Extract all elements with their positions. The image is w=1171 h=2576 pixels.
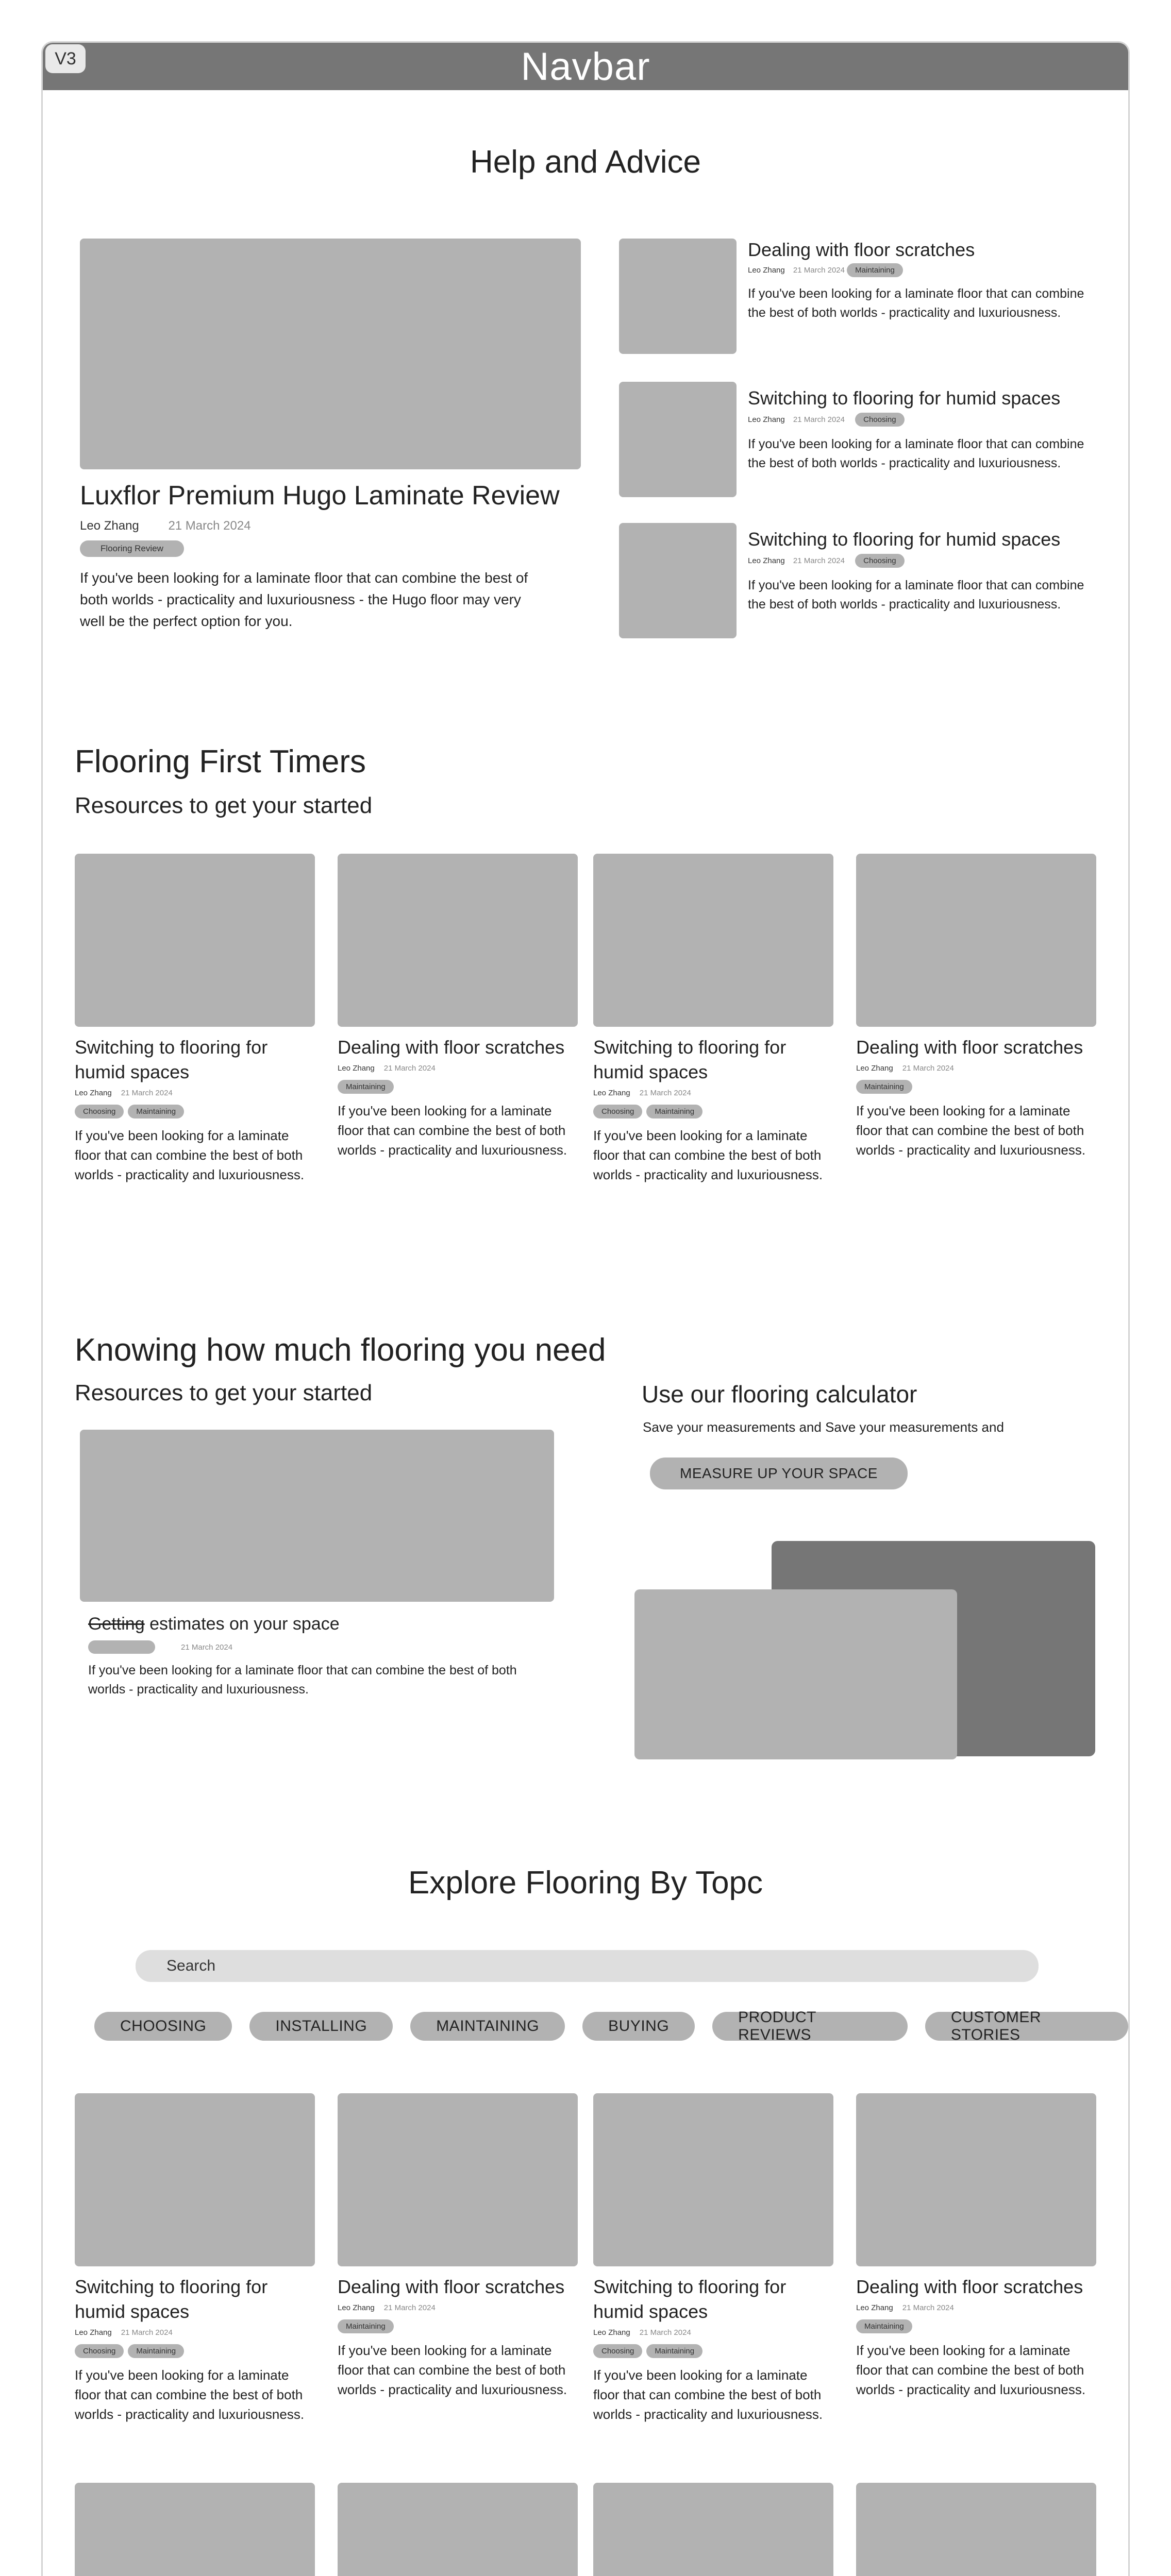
article-card[interactable] [75,2483,315,2576]
side-article-meta [748,263,1093,277]
estimate-article[interactable] [80,1430,554,1699]
card-tag[interactable]: Maintaining [338,2319,394,2333]
card-image[interactable] [75,2093,315,2266]
card-tag[interactable]: Maintaining [646,1105,702,1118]
card-meta [338,1064,578,1073]
side-article-image[interactable] [619,239,737,354]
search-input[interactable] [136,1950,1039,1982]
card-image[interactable] [856,2483,1096,2576]
card-date: 21 March 2024 [121,2328,173,2337]
card-image[interactable] [856,2093,1096,2266]
card-tag[interactable]: Choosing [593,2344,642,2358]
knowing-subheading: Resources to get your started [75,1380,373,1405]
card-image[interactable] [338,2483,578,2576]
help-heading: Help and Advice [470,144,701,180]
filter-choosing[interactable]: CHOOSING [94,2012,232,2041]
featured-date: 21 March 2024 [168,519,251,533]
side-article-title[interactable]: Dealing with floor scratches [748,239,975,260]
knowing-heading: Knowing how much flooring you need [75,1332,606,1368]
article-card[interactable] [593,2483,833,2576]
filter-customer-stories[interactable]: CUSTOMER STORIES [925,2012,1128,2041]
featured-author: Leo Zhang [80,519,139,533]
article-card[interactable] [856,854,1096,1160]
card-text: If you've been looking for a laminate floor that can combine the best of both worlds - practicality and luxuriousness. [75,1128,305,1182]
side-article-title[interactable]: Switching to flooring for humid spaces [748,529,1061,550]
card-tag[interactable]: Choosing [75,1105,124,1118]
featured-text: If you've been looking for a laminate floor that can combine the best of both worlds - practicality and luxuriousness - the Hugo floor may very well be the perfect option for you. [80,570,528,629]
filter-maintaining[interactable]: MAINTAINING [410,2012,565,2041]
card-image[interactable] [75,854,315,1027]
card-tag[interactable]: Maintaining [338,1080,394,1094]
card-tags [593,1105,833,1118]
estimate-title-struck: Getting [88,1614,145,1634]
side-article-date: 21 March 2024 [793,266,845,275]
card-tag[interactable]: Maintaining [128,2344,184,2358]
card-title[interactable]: Switching to flooring for humid spaces [75,1037,268,1082]
card-title[interactable]: Switching to flooring for humid spaces [75,2276,268,2322]
estimate-tag[interactable] [88,1640,155,1654]
version-badge: V3 [45,44,86,73]
card-meta [856,2303,1096,2312]
side-article-tag[interactable]: Choosing [855,413,904,427]
side-article-meta [748,413,1093,427]
filter-buying[interactable]: BUYING [582,2012,695,2041]
card-title[interactable]: Dealing with floor scratches [856,1037,1083,1058]
card-tags [593,2344,833,2358]
measure-button[interactable]: MEASURE UP YOUR SPACE [650,1458,908,1489]
card-tag[interactable]: Choosing [75,2344,124,2358]
card-title[interactable]: Dealing with floor scratches [338,1037,565,1058]
card-text: If you've been looking for a laminate floor that can combine the best of both worlds - practicality and luxuriousness. [338,1103,567,1158]
card-text: If you've been looking for a laminate floor that can combine the best of both worlds - practicality and luxuriousness. [856,2343,1086,2397]
card-meta [75,1089,315,1097]
article-card[interactable] [593,2093,833,2424]
first-timers-heading: Flooring First Timers [75,744,366,779]
article-card[interactable] [75,2093,315,2424]
card-text: If you've been looking for a laminate floor that can combine the best of both worlds - practicality and luxuriousness. [593,2367,823,2422]
card-date: 21 March 2024 [902,1064,954,1073]
card-date: 21 March 2024 [121,1089,173,1097]
side-article-text: If you've been looking for a laminate floor that can combine the best of both worlds - practicality and luxuriousness. [748,578,1084,612]
side-article-tag[interactable]: Choosing [855,554,904,568]
article-card[interactable] [856,2483,1096,2576]
card-text: If you've been looking for a laminate floor that can combine the best of both worlds - practicality and luxuriousness. [593,1128,823,1182]
article-card[interactable] [338,854,578,1160]
navbar-title: Navbar [521,44,650,89]
card-meta [75,2328,315,2337]
side-article-text: If you've been looking for a laminate floor that can combine the best of both worlds - practicality and luxuriousness. [748,437,1084,470]
estimate-image[interactable] [80,1430,554,1602]
card-date: 21 March 2024 [639,2328,691,2337]
card-image[interactable] [338,2093,578,2266]
featured-tag[interactable]: Flooring Review [80,540,184,557]
estimate-title[interactable] [88,1614,554,1634]
card-tags [856,1080,1096,1094]
card-tags [856,2319,1096,2333]
card-date: 21 March 2024 [902,2303,954,2312]
card-author: Leo Zhang [338,2303,375,2312]
card-image[interactable] [75,2483,315,2576]
side-article-meta [748,554,1093,568]
article-card[interactable] [338,2483,578,2576]
card-title[interactable]: Switching to flooring for humid spaces [593,1037,787,1082]
card-image[interactable] [593,854,833,1027]
article-card[interactable] [593,854,833,1184]
estimate-title-rest: estimates on your space [149,1614,340,1634]
side-article[interactable] [619,239,1093,354]
card-author: Leo Zhang [593,2328,630,2337]
card-image[interactable] [593,2483,833,2576]
card-author: Leo Zhang [593,1089,630,1097]
card-meta [593,2328,833,2337]
card-date: 21 March 2024 [383,1064,436,1073]
card-image[interactable] [338,854,578,1027]
card-text: If you've been looking for a laminate floor that can combine the best of both worlds - practicality and luxuriousness. [75,2367,305,2422]
card-text: If you've been looking for a laminate floor that can combine the best of both worlds - practicality and luxuriousness. [856,1103,1086,1158]
card-author: Leo Zhang [75,1089,112,1097]
search-placeholder: Search [166,1957,216,1974]
card-meta [338,2303,578,2312]
card-tag[interactable]: Maintaining [856,2319,912,2333]
featured-title[interactable]: Luxflor Premium Hugo Laminate Review [80,481,560,511]
card-tag[interactable]: Maintaining [856,1080,912,1094]
side-article-image[interactable] [619,382,737,497]
card-image[interactable] [593,2093,833,2266]
card-title[interactable]: Dealing with floor scratches [856,2276,1083,2297]
side-article-author: Leo Zhang [748,556,785,565]
navbar [43,43,1128,90]
side-article[interactable] [619,523,1093,638]
side-article-author: Leo Zhang [748,266,785,275]
side-article-image[interactable] [619,523,737,638]
side-article-date: 21 March 2024 [793,556,845,565]
filter-product-reviews[interactable]: PRODUCT REVIEWS [712,2012,908,2041]
card-author: Leo Zhang [338,1064,375,1073]
card-tag[interactable]: Choosing [593,1105,642,1118]
card-title[interactable]: Switching to flooring for humid spaces [593,2276,787,2322]
side-article[interactable] [619,382,1093,497]
calculator-text: Save your measurements and Save your measurements and [643,1419,1004,1435]
card-tag[interactable]: Maintaining [646,2344,702,2358]
card-author: Leo Zhang [75,2328,112,2337]
card-tags [338,1080,578,1094]
article-card[interactable] [338,2093,578,2399]
first-timers-subheading: Resources to get your started [75,793,373,818]
card-tag[interactable]: Maintaining [128,1105,184,1118]
page-frame [41,41,1130,2576]
card-meta [856,1064,1096,1073]
side-article-text: If you've been looking for a laminate floor that can combine the best of both worlds - practicality and luxuriousness. [748,286,1084,320]
card-tags [338,2319,578,2333]
side-article-author: Leo Zhang [748,415,785,424]
card-title[interactable]: Dealing with floor scratches [338,2276,565,2297]
article-card[interactable] [856,2093,1096,2399]
card-author: Leo Zhang [856,2303,893,2312]
card-image[interactable] [856,854,1096,1027]
side-article-date: 21 March 2024 [793,415,845,424]
estimate-date: 21 March 2024 [181,1642,233,1652]
filter-row [94,2009,1128,2043]
card-meta [593,1089,833,1097]
filter-installing[interactable]: INSTALLING [249,2012,393,2041]
calculator-heading: Use our flooring calculator [642,1381,917,1408]
card-author: Leo Zhang [856,1064,893,1073]
calculator-image [634,1589,957,1759]
card-date: 21 March 2024 [383,2303,436,2312]
estimate-meta [88,1640,554,1654]
card-tags [75,1105,315,1118]
estimate-text: If you've been looking for a laminate floor that can combine the best of both worlds - practicality and luxuriousness. [88,1663,517,1697]
side-article-tag[interactable]: Maintaining [847,263,903,277]
side-article-title[interactable]: Switching to flooring for humid spaces [748,387,1061,409]
article-card[interactable] [75,854,315,1184]
card-tags [75,2344,315,2358]
featured-image[interactable] [80,239,581,469]
card-text: If you've been looking for a laminate floor that can combine the best of both worlds - practicality and luxuriousness. [338,2343,567,2397]
featured-meta [80,519,581,533]
card-date: 21 March 2024 [639,1089,691,1097]
featured-article[interactable] [80,239,581,632]
explore-heading: Explore Flooring By Topc [408,1865,763,1901]
